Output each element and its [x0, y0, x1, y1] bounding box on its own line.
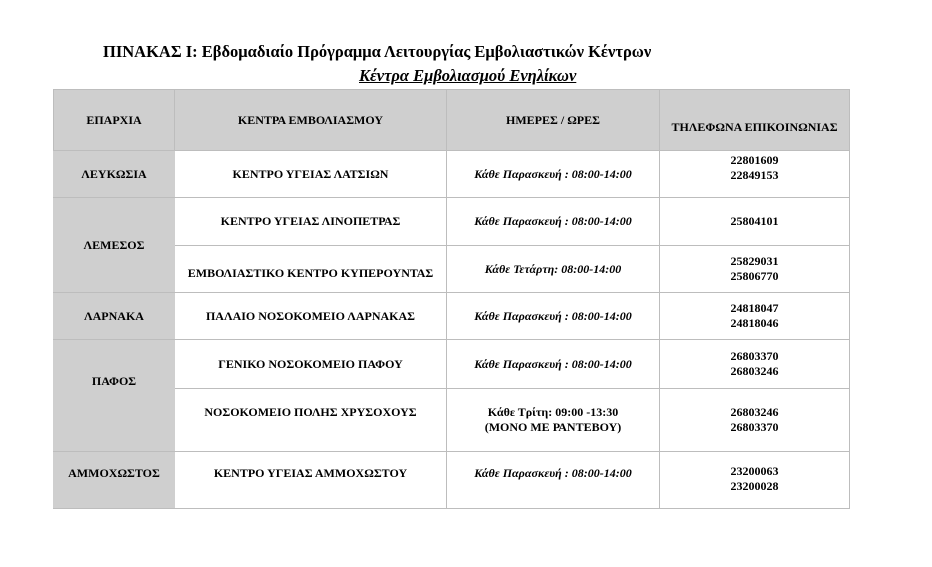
phone-number: 24818046	[730, 316, 779, 330]
phones-cell	[660, 246, 850, 293]
district-cell: ΛΕΥΚΩΣΙΑ	[54, 151, 175, 198]
days-cell: Κάθε Παρασκευή : 08:00-14:00	[447, 452, 660, 509]
district-cell	[54, 340, 175, 452]
center-cell: ΕΜΒΟΛΙΑΣΤΙΚΟ ΚΕΝΤΡΟ ΚΥΠΕΡΟΥΝΤΑΣ	[175, 246, 447, 293]
phone-number: 23200028	[730, 479, 779, 493]
center-cell: ΚΕΝΤΡΟ ΥΓΕΙΑΣ ΛΙΝΟΠΕΤΡΑΣ	[175, 198, 447, 246]
phone-number: 26803370	[730, 349, 779, 363]
phones-cell	[660, 151, 850, 198]
phone-number: 26803246	[730, 364, 779, 378]
center-cell: ΠΑΛΑΙΟ ΝΟΣΟΚΟΜΕΙΟ ΛΑΡΝΑΚΑΣ	[175, 293, 447, 340]
phones-cell	[660, 293, 850, 340]
days-cell	[447, 389, 660, 452]
phone-number: 24818047	[730, 301, 779, 315]
document-title: ΠΙΝΑΚΑΣ Ι: Εβδομαδιαίο Πρόγραμμα Λειτουργίας Εμβολιαστικών Κέντρων	[103, 42, 652, 61]
district-label: ΠΑΦΟΣ	[91, 374, 137, 388]
phone-number: 22849153	[730, 168, 779, 182]
days-cell: Κάθε Παρασκευή : 08:00-14:00	[447, 198, 660, 246]
center-cell: ΝΟΣΟΚΟΜΕΙΟ ΠΟΛΗΣ ΧΡΥΣΟΧΟΥΣ	[175, 389, 447, 452]
district-cell: ΛΕΜΕΣΟΣ	[54, 198, 175, 293]
table-row	[54, 151, 850, 198]
phone-number: 25806770	[730, 269, 779, 283]
center-cell: ΚΕΝΤΡΟ ΥΓΕΙΑΣ ΑΜΜΟΧΩΣΤΟΥ	[175, 452, 447, 509]
district-cell: ΑΜΜΟΧΩΣΤΟΣ	[54, 452, 175, 509]
center-cell: ΓΕΝΙΚΟ ΝΟΣΟΚΟΜΕΙΟ ΠΑΦΟΥ	[175, 340, 447, 389]
days-text: Κάθε Τρίτη: 09:00 -13:30	[487, 405, 619, 419]
phone-number: 26803246	[730, 405, 779, 419]
document-subtitle: Κέντρα Εμβολιασμού Ενηλίκων	[359, 66, 577, 85]
phone-number: 25804101	[730, 214, 779, 228]
table-row	[54, 198, 850, 246]
table-row	[54, 452, 850, 509]
phones-cell	[660, 452, 850, 509]
header-district: ΕΠΑΡΧΙΑ	[54, 90, 175, 151]
phone-number: 22801609	[730, 153, 779, 167]
days-note: (ΜΟΝΟ ΜΕ ΡΑΝΤΕΒΟΥ)	[484, 420, 622, 434]
phone-number: 23200063	[730, 464, 779, 478]
header-phones: ΤΗΛΕΦΩΝΑ ΕΠΙΚΟΙΝΩΝΙΑΣ	[660, 90, 850, 151]
table-row	[54, 340, 850, 389]
table-row	[54, 293, 850, 340]
phones-cell	[660, 198, 850, 246]
phone-number: 26803370	[730, 420, 779, 434]
phones-cell	[660, 389, 850, 452]
days-cell: Κάθε Παρασκευή : 08:00-14:00	[447, 151, 660, 198]
vaccination-schedule-table	[53, 89, 850, 509]
days-cell: Κάθε Τετάρτη: 08:00-14:00	[447, 246, 660, 293]
center-cell: ΚΕΝΤΡΟ ΥΓΕΙΑΣ ΛΑΤΣΙΩΝ	[175, 151, 447, 198]
table-header-row	[54, 90, 850, 151]
days-cell: Κάθε Παρασκευή : 08:00-14:00	[447, 340, 660, 389]
days-cell: Κάθε Παρασκευή : 08:00-14:00	[447, 293, 660, 340]
phones-cell	[660, 340, 850, 389]
district-cell: ΛΑΡΝΑΚΑ	[54, 293, 175, 340]
phone-number: 25829031	[730, 254, 779, 268]
header-center: ΚΕΝΤΡΑ ΕΜΒΟΛΙΑΣΜΟΥ	[175, 90, 447, 151]
header-days: ΗΜΕΡΕΣ / ΩΡΕΣ	[447, 90, 660, 151]
